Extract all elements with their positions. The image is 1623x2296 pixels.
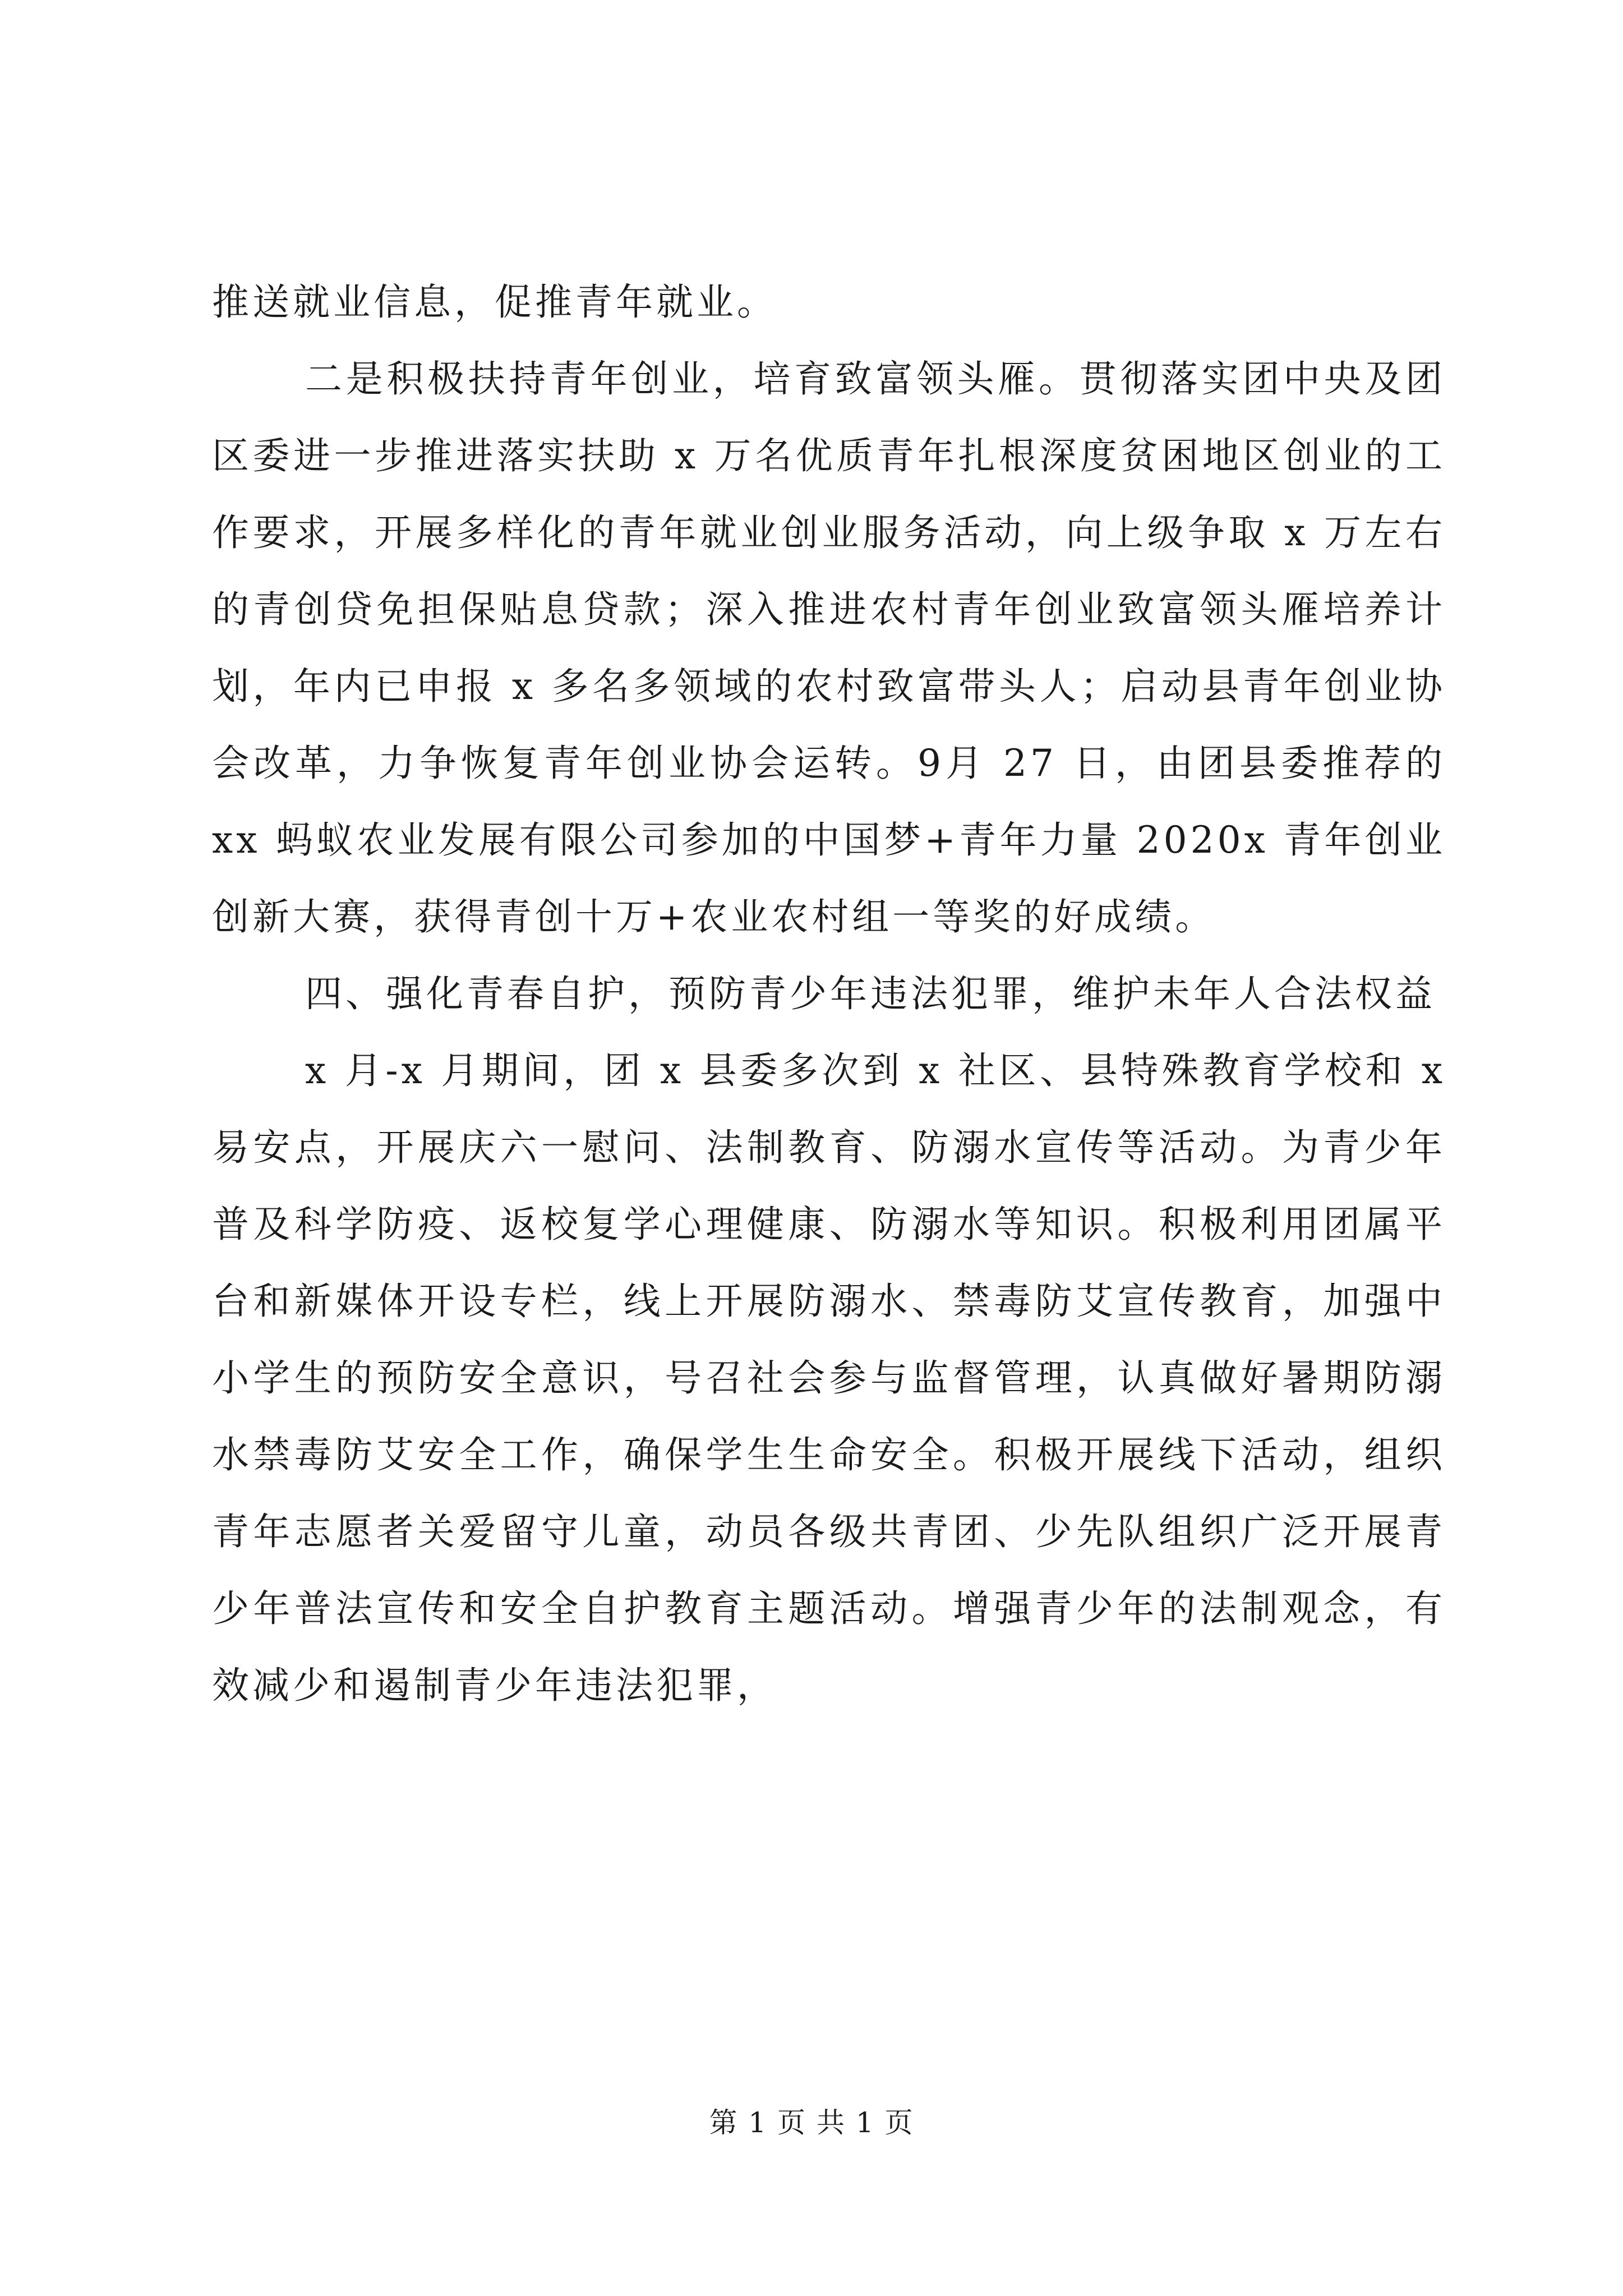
paragraph-youth-protection: x 月-x 月期间，团 x 县委多次到 x 社区、县特殊教育学校和 x 易安点，开展庆六一慰问、法制教育、防溺水宣传等活动。为青少年普及科学防疫、返校复学心理健康、防溺水等知识。积极利用团属平台和新媒体开设专栏，线上开展防溺水、禁毒防艾宣传教育，加强中小学生的预防安全意识，号召社会参与监督管理，认真做好暑期防溺水禁毒防艾安全工作，确保学生生命安全。积极开展线下活动，组织青年志愿者关爱留守儿童，动员各级共青团、少先队组织广泛开展青少年普法宣传和安全自护教育主题活动。增强青少年的法制观念，有效减少和遏制青少年违法犯罪， [212, 1049, 1446, 1707]
page-footer: 第 1 页 共 1 页 [709, 2106, 914, 2139]
paragraph-continuation: 推送就业信息，促推青年就业。 [212, 280, 777, 324]
section-heading-four: 四、强化青春自护，预防青少年违法犯罪，维护未年人合法权益 [305, 972, 1436, 1015]
document-body [212, 264, 1446, 1724]
paragraph-youth-entrepreneurship: 二是积极扶持青年创业，培育致富领头雁。贯彻落实团中央及团区委进一步推进落实扶助 x 万名优质青年扎根深度贫困地区创业的工作要求，开展多样化的青年就业创业服务活动，向上级争取 x 万左右的青创贷免担保贴息贷款；深入推进农村青年创业致富领头雁培养计划，年内已申报 x 多名多领域的农村致富带头人；启动县青年创业协会改革，力争恢复青年创业协会运转。9月 27 日，由团县委推荐的 xx 蚂蚁农业发展有限公司参加的中国梦+青年力量 2020x 青年创业创新大赛，获得青创十万+农业农村组一等奖的好成绩。 [212, 357, 1446, 938]
